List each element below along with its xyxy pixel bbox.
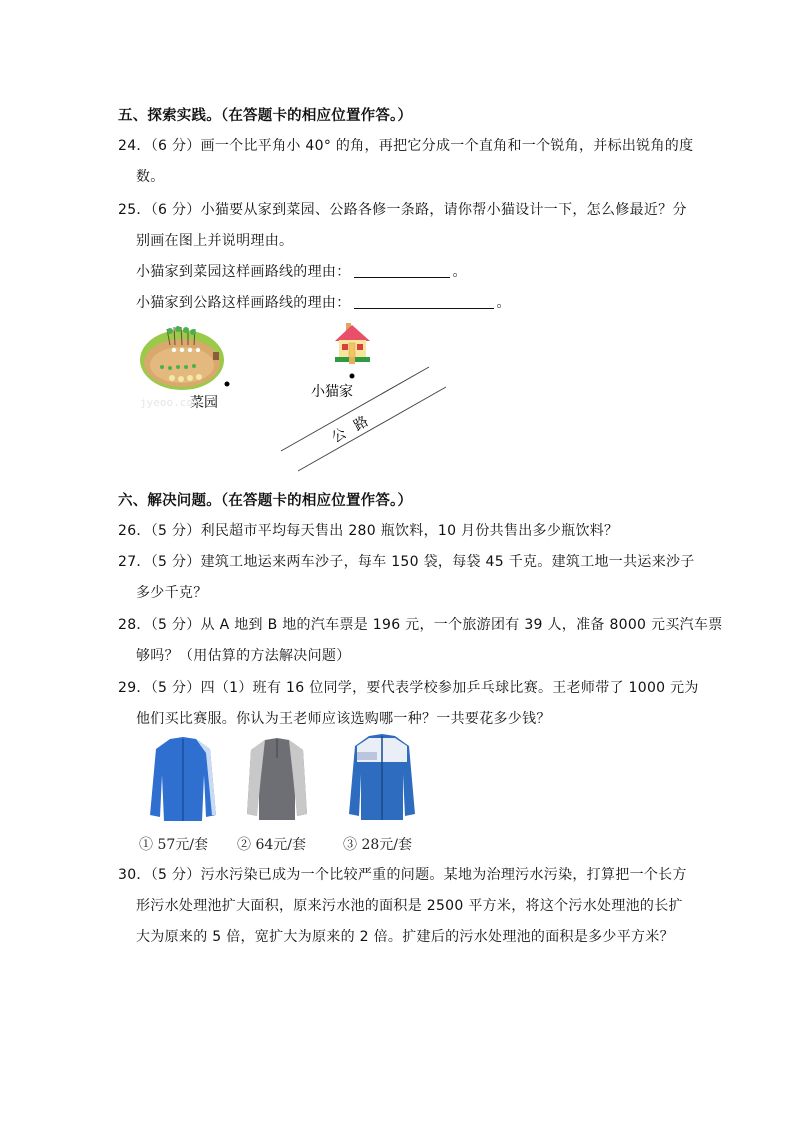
home-label: 小猫家 <box>311 384 353 400</box>
section-title-5: 五、探索实践。（在答题卡的相应位置作答。） <box>118 108 413 124</box>
q25-figure <box>130 315 460 475</box>
question-30-line-1: 30．（5 分）污水污染已成为一个比较严重的问题。某地为治理污水污染，打算把一个长方 <box>118 867 687 883</box>
question-25-line-1: 25．（6 分）小猫要从家到菜园、公路各修一条路，请你帮小猫设计一下，怎么修最近？分 <box>118 202 687 218</box>
garden-home-road-illustration <box>130 315 460 475</box>
jacket-option-2 <box>245 736 309 826</box>
question-26-line-1: 26．（5 分）利民超市平均每天售出 280 瓶饮料，10 月份共售出多少瓶饮料？ <box>118 523 619 539</box>
jacket-option-3 <box>347 732 417 826</box>
jacket-option-1 <box>148 735 218 827</box>
question-28-line-1: 28．（5 分）从 A 地到 B 地的汽车票是 196 元，一个旅游团有 39 人，准备 8000 元买汽车票 <box>118 617 723 633</box>
question-27-line-2: 多少千克？ <box>136 585 208 601</box>
road-label-1: 公 <box>329 425 350 447</box>
fill-line-road <box>136 292 511 312</box>
question-27-line-1: 27．（5 分）建筑工地运来两车沙子，每车 150 袋，每袋 45 千克。建筑工地一共运来沙子 <box>118 554 695 570</box>
road-label-2: 路 <box>351 413 372 435</box>
question-24-line-1: 24．（6 分）画一个比平角小 40° 的角，再把它分成一个直角和一个锐角，并标出锐角的度 <box>118 138 694 154</box>
fill-line-garden <box>136 261 467 281</box>
fill-label-garden: 小猫家到菜园这样画路线的理由： <box>136 264 351 280</box>
question-29-line-2: 他们买比赛服。你认为王老师应该选购哪一种？一共要花多少钱？ <box>136 711 551 727</box>
vegetable-garden-icon <box>140 326 224 390</box>
fill-label-road: 小猫家到公路这样画路线的理由： <box>136 295 351 311</box>
gray-jacket-icon <box>245 736 309 822</box>
jacket-price-3: ③ 28元/套 <box>343 837 412 853</box>
blue-jacket-icon <box>148 735 218 823</box>
watermark: jyeoo.com <box>140 396 200 409</box>
house-icon <box>335 323 370 364</box>
fill-end-road: 。 <box>496 295 511 311</box>
jacket-price-1: ① 57元/套 <box>139 837 208 853</box>
question-30-line-2: 形污水处理池扩大面积，原来污水池的面积是 2500 平方米，将这个污水处理池的长扩 <box>136 898 683 914</box>
garden-label: 菜园 <box>190 395 218 411</box>
blue-white-jacket-icon <box>347 732 417 822</box>
fill-end-garden: 。 <box>452 264 467 280</box>
answer-blank-garden[interactable] <box>354 263 450 278</box>
garden-point <box>225 382 230 387</box>
question-30-line-3: 大为原来的 5 倍，宽扩大为原来的 2 倍。扩建后的污水处理池的面积是多少平方米？ <box>136 929 674 945</box>
question-28-line-2: 够吗？（用估算的方法解决问题） <box>136 648 351 664</box>
section-title-6: 六、解决问题。（在答题卡的相应位置作答。） <box>118 493 413 509</box>
question-25-line-2: 别画在图上并说明理由。 <box>136 233 294 249</box>
home-point <box>350 374 355 379</box>
question-24-line-2: 数。 <box>136 169 165 185</box>
answer-blank-road[interactable] <box>354 294 494 309</box>
jacket-price-2: ② 64元/套 <box>237 837 306 853</box>
question-29-line-1: 29．（5 分）四（1）班有 16 位同学，要代表学校参加乒乓球比赛。王老师带了 1000 元为 <box>118 680 699 696</box>
